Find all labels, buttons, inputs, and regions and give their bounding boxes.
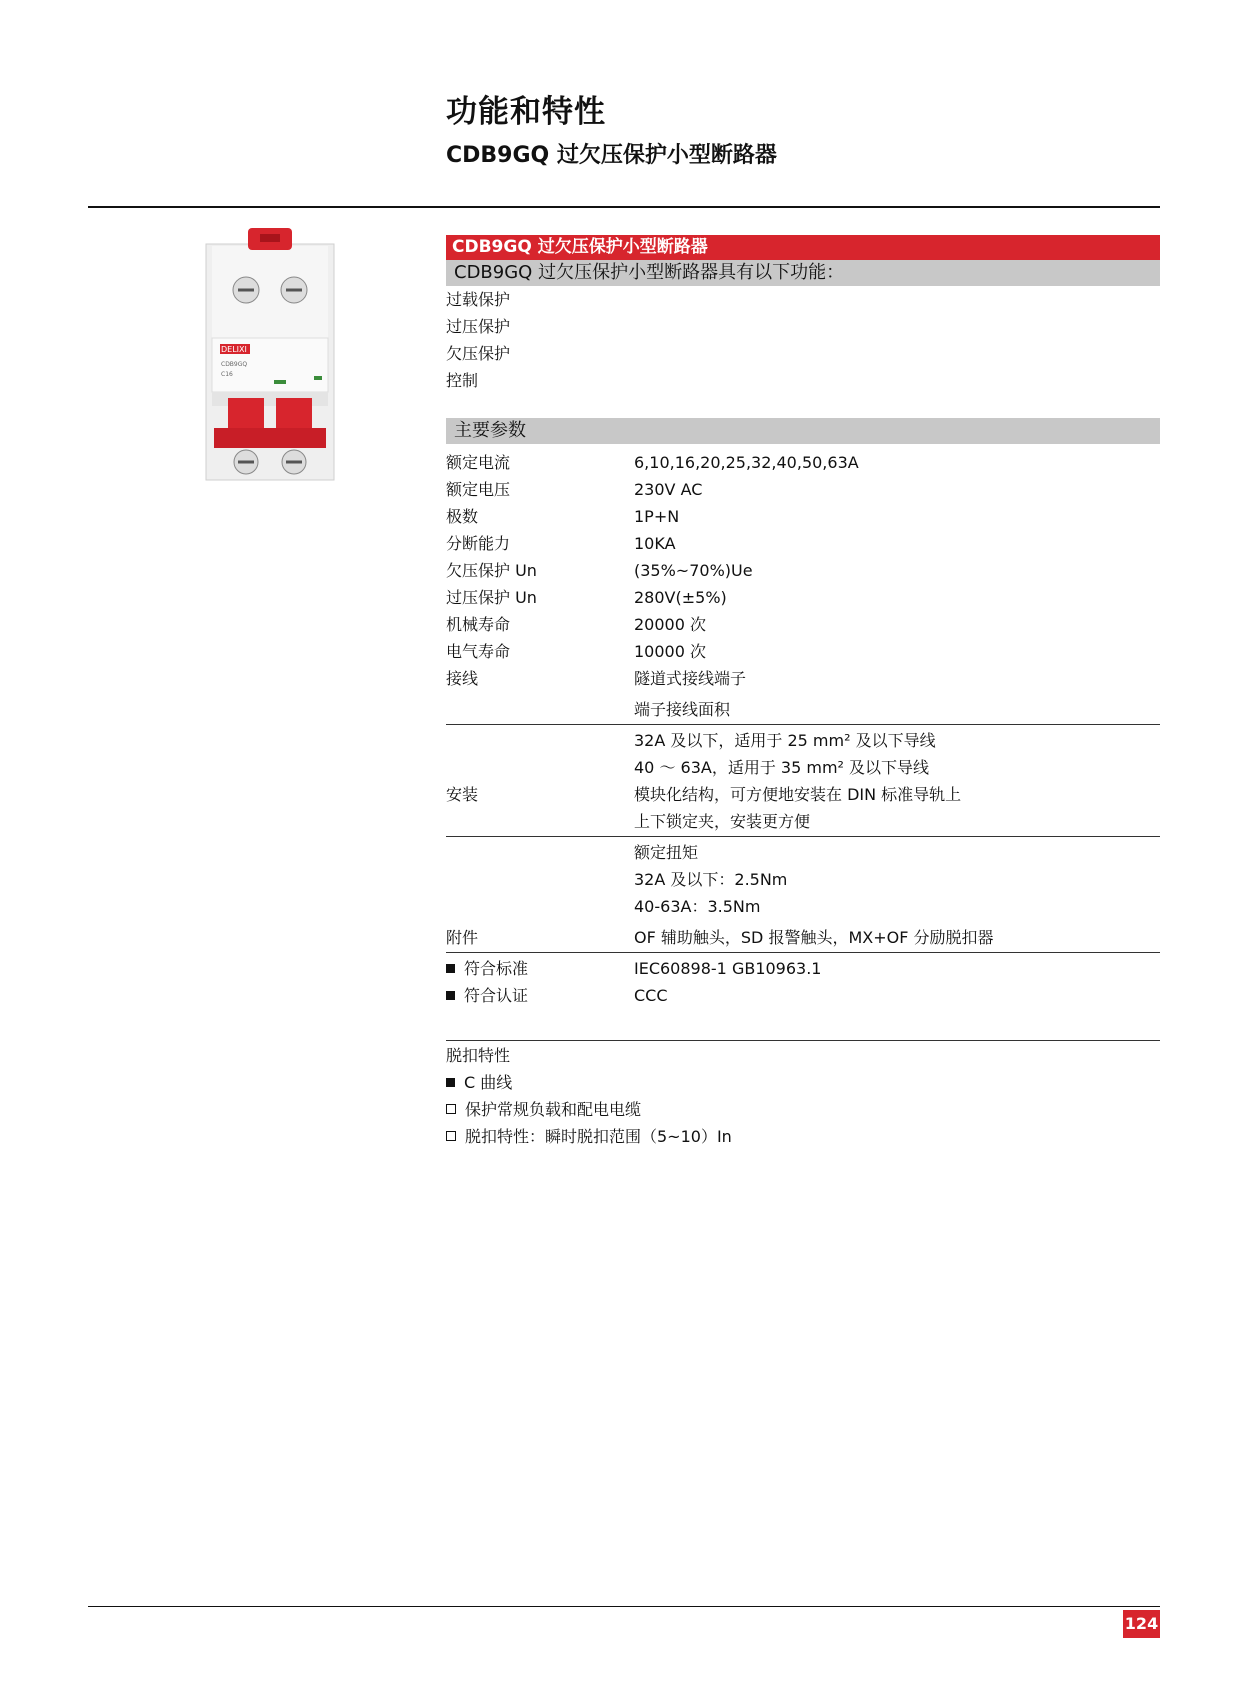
section-title-bar: CDB9GQ 过欠压保护小型断路器 (446, 235, 1160, 260)
torque-line: 40-63A：3.5Nm (634, 897, 761, 916)
param-label: 过压保护 Un (446, 588, 537, 607)
standards-label: 符合标准 (464, 959, 529, 978)
params-heading: 主要参数 (446, 418, 1160, 444)
trip-curve: C 曲线 (464, 1073, 513, 1092)
divider (446, 1040, 1160, 1041)
product-rating-text: C16 (221, 371, 233, 378)
param-value: 20000 次 (634, 615, 706, 634)
param-label: 额定电压 (446, 480, 511, 499)
feature-item: 过压保护 (446, 317, 511, 336)
certification-value: CCC (634, 986, 668, 1005)
brand-logo-text: DELIXI (221, 345, 247, 354)
page-title: 功能和特性 (446, 94, 606, 130)
divider (446, 836, 1160, 837)
header-divider (88, 206, 1160, 208)
feature-item: 过载保护 (446, 290, 511, 309)
param-label: 欠压保护 Un (446, 561, 537, 580)
install-label: 安装 (446, 785, 479, 804)
param-value: 隧道式接线端子 (634, 669, 747, 688)
page-subtitle: CDB9GQ 过欠压保护小型断路器 (446, 143, 777, 168)
trip-item: 保护常规负载和配电电缆 (465, 1100, 642, 1119)
param-value: 10KA (634, 534, 676, 553)
accessories-value: OF 辅助触头，SD 报警触头，MX+OF 分励脱扣器 (634, 928, 994, 947)
trip-item-row (446, 1100, 641, 1120)
page-number: 124 (1123, 1610, 1160, 1638)
feature-item: 控制 (446, 371, 479, 390)
breaker-product-image (190, 224, 350, 484)
divider (446, 724, 1160, 725)
accessories-label: 附件 (446, 928, 479, 947)
standards-row (446, 959, 528, 979)
trip-heading: 脱扣特性 (446, 1046, 511, 1065)
param-value: 6,10,16,20,25,32,40,50,63A (634, 453, 859, 472)
divider (446, 952, 1160, 953)
terminal-area-line: 32A 及以下，适用于 25 mm² 及以下导线 (634, 731, 936, 750)
standards-value: IEC60898-1 GB10963.1 (634, 959, 822, 978)
filled-square-bullet-icon (446, 964, 455, 973)
hollow-square-bullet-icon (446, 1131, 456, 1141)
param-label: 接线 (446, 669, 479, 688)
certification-row (446, 986, 528, 1006)
install-line: 上下锁定夹，安装更方便 (634, 812, 811, 831)
hollow-square-bullet-icon (446, 1104, 456, 1114)
param-value: 230V AC (634, 480, 703, 499)
install-line: 模块化结构，可方便地安装在 DIN 标准导轨上 (634, 785, 962, 804)
param-value: 280V(±5%) (634, 588, 727, 607)
filled-square-bullet-icon (446, 991, 455, 1000)
param-label: 极数 (446, 507, 479, 526)
param-label: 电气寿命 (446, 642, 511, 661)
param-label: 机械寿命 (446, 615, 511, 634)
param-label: 分断能力 (446, 534, 511, 553)
trip-item: 脱扣特性：瞬时脱扣范围（5~10）In (465, 1127, 732, 1146)
terminal-area-line: 40 ～ 63A，适用于 35 mm² 及以下导线 (634, 758, 930, 777)
param-value: 1P+N (634, 507, 680, 526)
certification-label: 符合认证 (464, 986, 529, 1005)
param-label: 额定电流 (446, 453, 511, 472)
torque-line: 32A 及以下：2.5Nm (634, 870, 788, 889)
trip-curve-row (446, 1073, 512, 1093)
features-heading: CDB9GQ 过欠压保护小型断路器具有以下功能： (446, 260, 1160, 286)
filled-square-bullet-icon (446, 1078, 455, 1087)
feature-item: 欠压保护 (446, 344, 511, 363)
trip-item-row (446, 1127, 732, 1147)
torque-title: 额定扭矩 (634, 843, 699, 862)
footer-divider (88, 1606, 1160, 1607)
terminal-area-title: 端子接线面积 (634, 700, 731, 719)
param-value: (35%~70%)Ue (634, 561, 753, 580)
param-value: 10000 次 (634, 642, 706, 661)
product-model-text: CDB9GQ (221, 361, 248, 368)
